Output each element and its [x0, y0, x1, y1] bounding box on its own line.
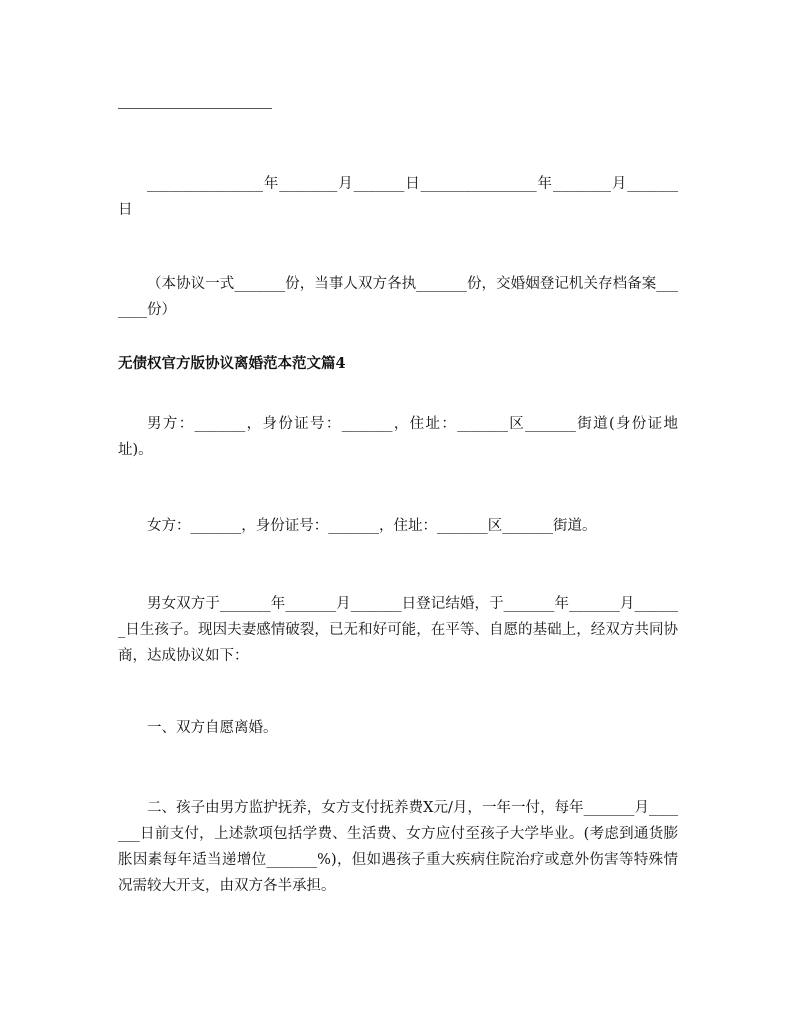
section-title: 无债权官方版协议离婚范本范文篇4 — [118, 355, 346, 372]
clause-2: 二、孩子由男方监护抚养，女方支付抚养费X元/月，一年一付，每年_______月_______日前支付，上述款项包括学费、生活费、女方应付至孩子大学毕业。(考虑到通货膨胀因素每年适当递增位_______%)，但如遇孩子重大疾病住院治疗或意外伤害等特殊情况需较大开支，由双方各半承担。 — [118, 800, 678, 894]
date-line: ________________年________月_______日________________年________月_______日 — [118, 176, 678, 218]
signature-line — [118, 108, 272, 109]
man-info: 男方：_______，身份证号：_______，住址：_______区_______街道(身份证地址)。 — [118, 416, 678, 458]
copies-note: （本协议一式_______份，当事人双方各执_______份，交婚姻登记机关存档备案_______份） — [118, 276, 678, 318]
marriage-info: 男女双方于_______年_______月_______日登记结婚，于_______年_______月_______日生孩子。现因夫妻感情破裂，已无和好可能，在平等、自愿的基础上，经双方共同协商，达成协议如下： — [118, 596, 678, 664]
clause-1: 一、双方自愿离婚。 — [147, 720, 278, 736]
woman-info: 女方：_______，身份证号：_______，住址：_______区_______街道。 — [147, 518, 597, 534]
